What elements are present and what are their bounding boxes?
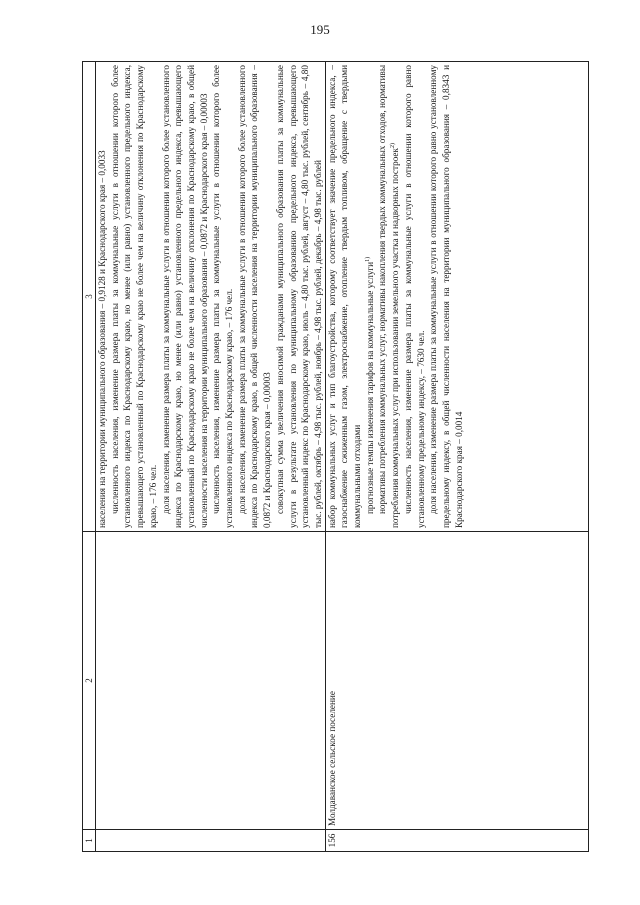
description-cell bbox=[96, 62, 326, 532]
paragraph: набор коммунальных услуг и тип благоустройства, которому соответствует значение предельного индекса, – газоснабжение сжиженным газом, электроснабжение, отопление твердым топливом, обращение с твердыми коммунальными отходами bbox=[326, 65, 363, 528]
description-cell bbox=[325, 62, 588, 532]
paragraph-text: нормативы потребления коммунальных услуг, нормативы накопления твердых коммунальных отходов, нормативы потребления коммунальных услуг при использовании земельного участка и надворных построек bbox=[377, 65, 401, 528]
page-number: 195 bbox=[310, 22, 330, 37]
settlement-name-cell: Молдаванское сельское поселение bbox=[325, 532, 588, 830]
document-table bbox=[82, 61, 589, 852]
paragraph: населения на территории муниципального образования – 0,9128 и Краснодарского края – 0,0033 bbox=[97, 150, 107, 528]
header-col-3: 3 bbox=[83, 62, 96, 532]
table-row-continuation bbox=[96, 62, 326, 852]
table-header-row bbox=[83, 62, 96, 852]
paragraph bbox=[376, 65, 401, 528]
paragraph: доля населения, изменение размера платы за коммунальные услуги в отношении которого равно установленному предельному индексу, в общей численности населения на территории муниципального образования – 0,8343 и Краснодарского края – 0,0014 bbox=[428, 65, 464, 528]
paragraph-text: прогнозные темпы изменения тарифов на коммунальные услуги bbox=[364, 261, 375, 514]
paragraph: доля населения, изменение размера платы за коммунальные услуги в отношении которого более установленного индекса по Краснодарскому краю, но менее (или равно) установленного предельного индекса, превышающего установленный по Краснодарскому краю не более чем на величину отклонения по Краснодарскому краю, в общей численности населения на территории муниципального образования – 0,0872 и Краснодарского края – 0,00003 bbox=[160, 65, 209, 528]
footnote-mark: 1) bbox=[364, 256, 371, 262]
footnote-mark: 2) bbox=[390, 143, 397, 149]
header-col-2: 2 bbox=[83, 532, 96, 830]
paragraph: численность населения, изменение размера платы за коммунальные услуги в отношении которого равно установленному предельному индексу, – 7630 чел. bbox=[402, 65, 426, 528]
row-number-cell: 156 bbox=[325, 830, 588, 852]
row-number-cell bbox=[96, 830, 326, 852]
settlement-name-cell bbox=[96, 532, 326, 830]
paragraph bbox=[364, 65, 377, 528]
table-row bbox=[325, 62, 588, 852]
rotated-table-container bbox=[82, 62, 534, 852]
paragraph: численность населения, изменение размера платы за коммунальные услуги в отношении которого более установленного индекса по Краснодарскому краю, – 176 чел. bbox=[211, 65, 235, 528]
header-col-1: 1 bbox=[83, 830, 96, 852]
paragraph: численность населения, изменение размера платы за коммунальные услуги в отношении которого более установленного индекса по Краснодарскому краю, но менее (или равно) установленного предельного индекса, превышающего установленный по Краснодарскому краю не более чем на величину отклонения по Краснодарскому краю, – 176 чел. bbox=[109, 65, 158, 528]
paragraph: совокупная сумма увеличения вносимой гражданами муниципального образования платы за коммунальные услуги в результате установления по муниципальному образованию предельного индекса, превышающего установленный индекс по Краснодарскому краю, июль – 4,80 тыс. рублей, август – 4,80 тыс. рублей, сентябрь – 4,80 тыс. рублей, октябрь – 4,98 тыс. рублей, ноябрь – 4,98 тыс. рублей, декабрь – 4,98 тыс. рублей bbox=[274, 65, 323, 528]
paragraph: доля населения, изменение размера платы за коммунальные услуги в отношении которого более установленного индекса по Краснодарскому краю, в общей численности населения на территории муниципального образования – 0,0872 и Краснодарского края – 0,00003 bbox=[236, 65, 273, 528]
